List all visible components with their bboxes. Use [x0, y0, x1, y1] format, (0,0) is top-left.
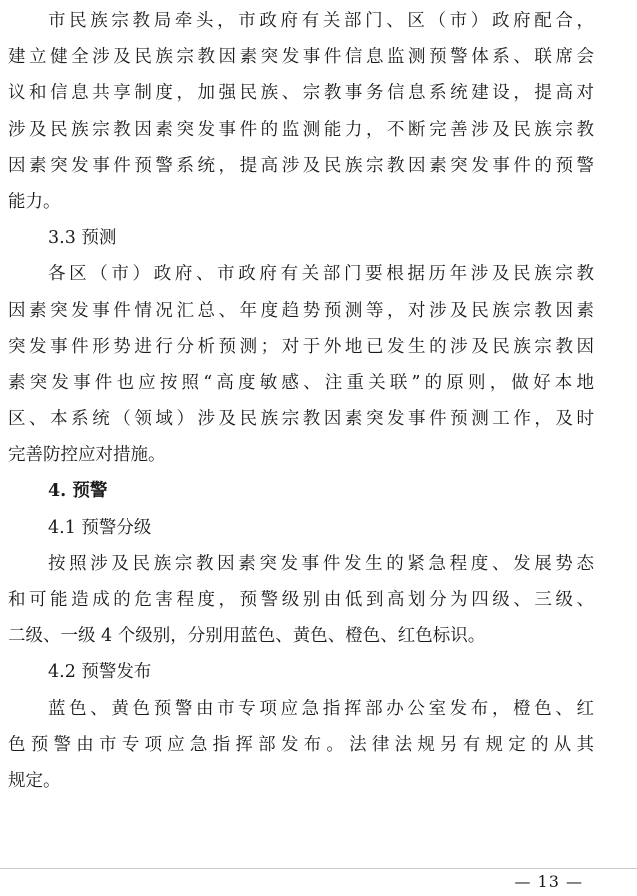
section-heading-3-3: 3.3 预测 [48, 228, 117, 249]
paragraph-line: 区、本系统（领域）涉及民族宗教因素突发事件预测工作，及时 [8, 409, 594, 430]
paragraph-line: 各区（市）政府、市政府有关部门要根据历年涉及民族宗教 [48, 264, 594, 285]
document-body [8, 3, 594, 799]
paragraph-line: 建立健全涉及民族宗教因素突发事件信息监测预警体系、联席会 [8, 47, 594, 68]
paragraph-line: 议和信息共享制度，加强民族、宗教事务信息系统建设，提高对 [8, 83, 594, 104]
section-heading-4-2: 4.2 预警发布 [48, 662, 152, 683]
paragraph-line: 二级、一级 4 个级别，分别用蓝色、黄色、橙色、红色标识。 [8, 626, 486, 647]
paragraph-line: 蓝色、黄色预警由市专项应急指挥部办公室发布，橙色、红 [48, 698, 594, 719]
page-footer [0, 868, 637, 896]
paragraph-line: 涉及民族宗教因素突发事件的监测能力，不断完善涉及民族宗教 [8, 119, 594, 140]
page-number: — 13 — [514, 872, 583, 891]
paragraph-line: 因素突发事件情况汇总、年度趋势预测等，对涉及民族宗教因素 [8, 300, 594, 321]
paragraph-line: 能力。 [8, 191, 61, 212]
paragraph-line: 和可能造成的危害程度，预警级别由低到高划分为四级、三级、 [8, 590, 594, 610]
paragraph-line: 突发事件形势进行分析预测；对于外地已发生的涉及民族宗教因 [8, 336, 594, 357]
paragraph-line: 按照涉及民族宗教因素突发事件发生的紧急程度、发展势态 [48, 553, 594, 574]
section-heading-4-1: 4.1 预警分级 [48, 517, 152, 538]
paragraph-line: 色预警由市专项应急指挥部发布。法律法规另有规定的从其 [8, 734, 594, 755]
paragraph-line: 规定。 [8, 770, 61, 791]
section-heading-4: 4. 预警 [48, 481, 108, 502]
paragraph-line: 市民族宗教局牵头，市政府有关部门、区（市）政府配合， [48, 11, 594, 31]
paragraph-line: 素突发事件也应按照“高度敏感、注重关联”的原则，做好本地 [8, 372, 594, 393]
paragraph-line: 因素突发事件预警系统，提高涉及民族宗教因素突发事件的预警 [8, 155, 594, 176]
paragraph-line: 完善防控应对措施。 [8, 445, 166, 466]
footer-divider [0, 868, 637, 869]
